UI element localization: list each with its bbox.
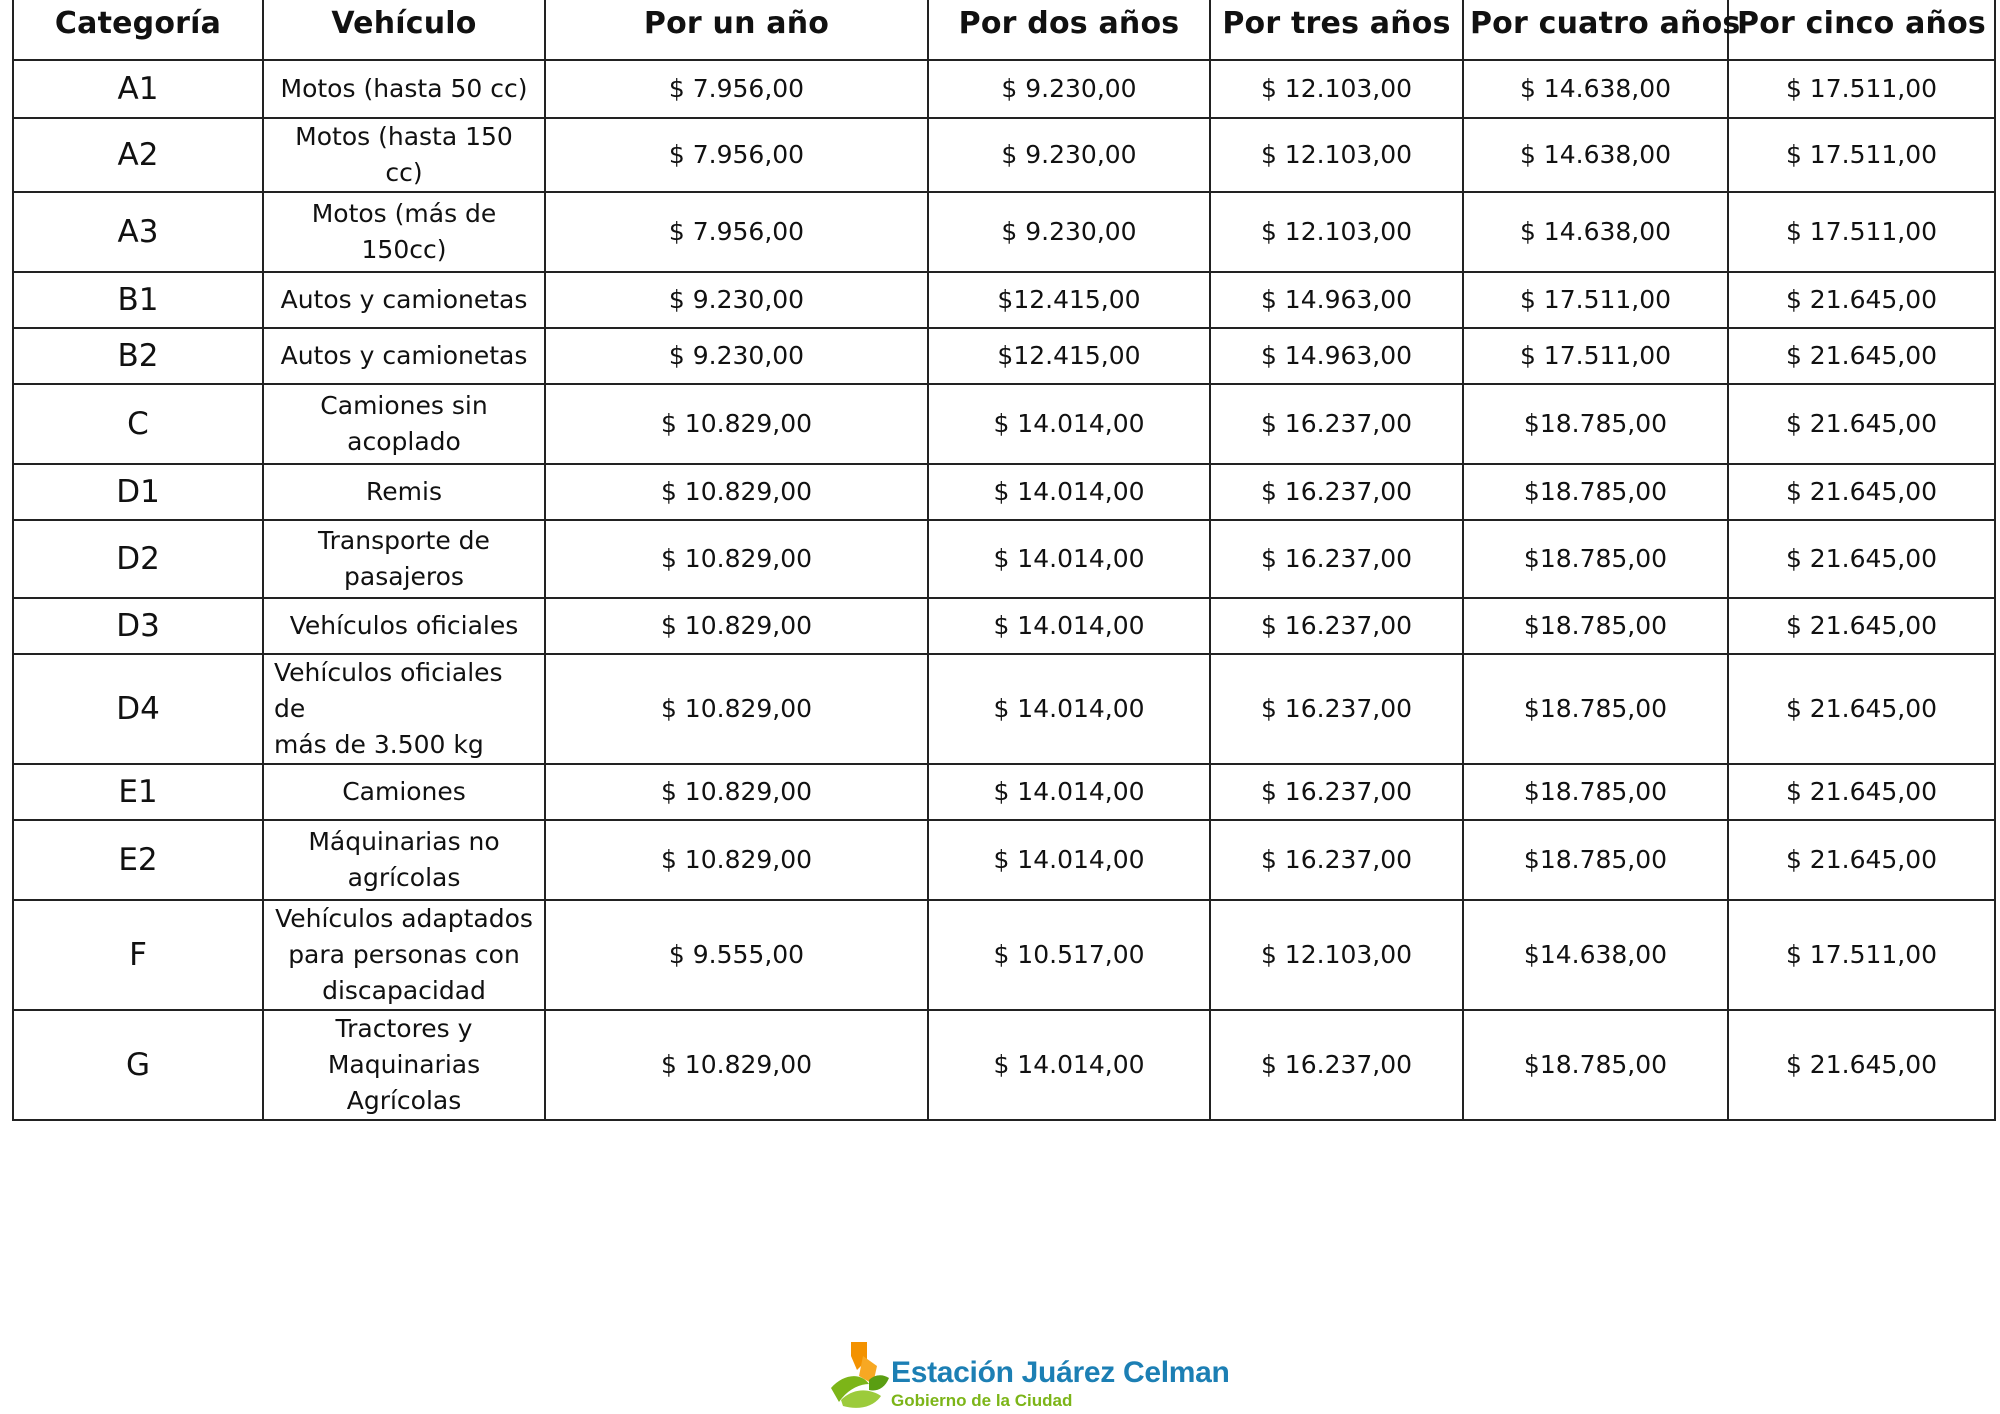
price-cell: $ 10.517,00 — [928, 900, 1210, 1010]
price-cell: $ 10.829,00 — [545, 764, 928, 820]
license-fee-table — [12, 0, 1996, 1121]
vehicle-line: Motos (hasta 150 cc) — [295, 122, 513, 187]
price-cell: $ 17.511,00 — [1728, 118, 1995, 192]
price-cell: $ 14.638,00 — [1463, 118, 1728, 192]
table-row — [13, 764, 1995, 820]
vehicle-line: Transporte de — [318, 526, 490, 555]
price-cell: $ 17.511,00 — [1728, 60, 1995, 118]
header-por-dos-anos: Por dos años — [928, 0, 1210, 60]
price-cell: $ 10.829,00 — [545, 464, 928, 520]
price-cell: $ 10.829,00 — [545, 384, 928, 464]
price-cell: $ 21.645,00 — [1728, 598, 1995, 654]
category-cell: A1 — [13, 60, 263, 118]
price-cell: $ 21.645,00 — [1728, 328, 1995, 384]
header-categoria: Categoría — [13, 0, 263, 60]
category-cell: D4 — [13, 654, 263, 764]
vehicle-cell — [263, 384, 545, 464]
table-row — [13, 1010, 1995, 1120]
header-por-cuatro-anos: Por cuatro años — [1463, 0, 1728, 60]
price-cell: $ 21.645,00 — [1728, 272, 1995, 328]
vehicle-line: Vehículos adaptados — [275, 904, 533, 933]
price-cell: $ 14.014,00 — [928, 820, 1210, 900]
price-cell: $ 21.645,00 — [1728, 654, 1995, 764]
price-cell: $14.638,00 — [1463, 900, 1728, 1010]
price-cell: $18.785,00 — [1463, 384, 1728, 464]
price-cell: $ 14.014,00 — [928, 1010, 1210, 1120]
price-cell: $ 16.237,00 — [1210, 820, 1463, 900]
price-cell: $ 17.511,00 — [1463, 328, 1728, 384]
price-cell: $ 10.829,00 — [545, 654, 928, 764]
price-cell: $ 10.829,00 — [545, 598, 928, 654]
table-row — [13, 60, 1995, 118]
price-cell: $ 9.230,00 — [545, 272, 928, 328]
price-cell: $ 14.638,00 — [1463, 192, 1728, 272]
vehicle-cell — [263, 60, 545, 118]
vehicle-cell — [263, 820, 545, 900]
price-cell: $ 14.014,00 — [928, 384, 1210, 464]
vehicle-line: Motos (hasta 50 cc) — [280, 74, 528, 103]
header-por-cinco-anos: Por cinco años — [1728, 0, 1995, 60]
vehicle-cell — [263, 654, 545, 764]
price-cell: $ 9.230,00 — [928, 118, 1210, 192]
vehicle-cell — [263, 900, 545, 1010]
table-row — [13, 900, 1995, 1010]
price-cell: $ 16.237,00 — [1210, 520, 1463, 598]
category-cell: D2 — [13, 520, 263, 598]
price-cell: $18.785,00 — [1463, 654, 1728, 764]
price-cell: $ 21.645,00 — [1728, 520, 1995, 598]
price-cell: $ 10.829,00 — [545, 1010, 928, 1120]
price-cell: $ 9.555,00 — [545, 900, 928, 1010]
vehicle-line: agrícolas — [347, 863, 461, 892]
price-cell: $ 21.645,00 — [1728, 820, 1995, 900]
table-row — [13, 192, 1995, 272]
price-cell: $ 14.014,00 — [928, 598, 1210, 654]
category-cell: E2 — [13, 820, 263, 900]
table-row — [13, 328, 1995, 384]
category-cell: D1 — [13, 464, 263, 520]
vehicle-line: 150cc) — [361, 235, 447, 264]
price-cell: $ 7.956,00 — [545, 192, 928, 272]
table-row — [13, 384, 1995, 464]
vehicle-line: Remis — [366, 477, 442, 506]
price-cell: $ 12.103,00 — [1210, 118, 1463, 192]
vehicle-line: Motos (más de — [311, 199, 497, 228]
category-cell: E1 — [13, 764, 263, 820]
price-cell: $ 21.645,00 — [1728, 764, 1995, 820]
price-cell: $ 7.956,00 — [545, 118, 928, 192]
table-row — [13, 520, 1995, 598]
vehicle-line: Vehículos oficiales — [289, 611, 519, 640]
price-cell: $ 14.014,00 — [928, 764, 1210, 820]
price-cell: $ 21.645,00 — [1728, 384, 1995, 464]
vehicle-line: discapacidad — [322, 976, 486, 1005]
price-cell: $ 10.829,00 — [545, 820, 928, 900]
vehicle-line: para personas con — [288, 940, 520, 969]
price-cell: $ 10.829,00 — [545, 520, 928, 598]
price-cell: $ 16.237,00 — [1210, 654, 1463, 764]
vehicle-cell — [263, 520, 545, 598]
vehicle-line: Vehículos oficiales de — [274, 658, 503, 723]
vehicle-cell — [263, 598, 545, 654]
price-cell: $ 16.237,00 — [1210, 598, 1463, 654]
price-cell: $ 9.230,00 — [928, 60, 1210, 118]
price-cell: $ 17.511,00 — [1463, 272, 1728, 328]
header-por-tres-anos: Por tres años — [1210, 0, 1463, 60]
price-cell: $ 12.103,00 — [1210, 60, 1463, 118]
table-row — [13, 118, 1995, 192]
vehicle-line: más de 3.500 kg — [274, 730, 484, 759]
price-cell: $ 9.230,00 — [545, 328, 928, 384]
price-cell: $ 14.963,00 — [1210, 328, 1463, 384]
vehicle-line: pasajeros — [344, 562, 464, 591]
price-cell: $ 16.237,00 — [1210, 464, 1463, 520]
vehicle-cell — [263, 328, 545, 384]
price-cell: $ 14.014,00 — [928, 464, 1210, 520]
category-cell: F — [13, 900, 263, 1010]
category-cell: C — [13, 384, 263, 464]
table-row — [13, 654, 1995, 764]
logo-title: Estación Juárez Celman — [891, 1356, 1230, 1389]
vehicle-line: Tractores y — [335, 1014, 473, 1043]
header-vehiculo: Vehículo — [263, 0, 545, 60]
vehicle-line: Maquinarias — [327, 1050, 481, 1079]
logo-subtitle: Gobierno de la Ciudad — [891, 1391, 1073, 1410]
table-header-row — [13, 0, 1995, 60]
price-cell: $ 14.963,00 — [1210, 272, 1463, 328]
price-cell: $ 16.237,00 — [1210, 764, 1463, 820]
price-cell: $18.785,00 — [1463, 598, 1728, 654]
vehicle-line: Máquinarias no — [308, 827, 500, 856]
price-cell: $ 14.014,00 — [928, 654, 1210, 764]
vehicle-cell — [263, 1010, 545, 1120]
table-body — [13, 60, 1995, 1120]
price-cell: $ 7.956,00 — [545, 60, 928, 118]
price-cell: $12.415,00 — [928, 272, 1210, 328]
vehicle-line: Agrícolas — [346, 1086, 462, 1115]
price-cell: $18.785,00 — [1463, 520, 1728, 598]
category-cell: G — [13, 1010, 263, 1120]
category-cell: A2 — [13, 118, 263, 192]
table-row — [13, 598, 1995, 654]
category-cell: A3 — [13, 192, 263, 272]
vehicle-cell — [263, 272, 545, 328]
category-cell: D3 — [13, 598, 263, 654]
leaf-logo-icon — [829, 1340, 891, 1412]
header-por-un-ano: Por un año — [545, 0, 928, 60]
category-cell: B2 — [13, 328, 263, 384]
vehicle-cell — [263, 764, 545, 820]
price-cell: $ 17.511,00 — [1728, 192, 1995, 272]
price-cell: $ 16.237,00 — [1210, 1010, 1463, 1120]
price-cell: $18.785,00 — [1463, 464, 1728, 520]
vehicle-cell — [263, 118, 545, 192]
price-cell: $ 16.237,00 — [1210, 384, 1463, 464]
price-cell: $18.785,00 — [1463, 820, 1728, 900]
vehicle-cell — [263, 464, 545, 520]
category-cell: B1 — [13, 272, 263, 328]
price-cell: $18.785,00 — [1463, 1010, 1728, 1120]
price-cell: $ 14.638,00 — [1463, 60, 1728, 118]
price-cell: $ 14.014,00 — [928, 520, 1210, 598]
municipality-logo — [829, 1340, 1230, 1412]
price-cell: $ 17.511,00 — [1728, 900, 1995, 1010]
price-cell: $ 12.103,00 — [1210, 192, 1463, 272]
price-cell: $18.785,00 — [1463, 764, 1728, 820]
vehicle-line: Autos y camionetas — [280, 285, 528, 314]
price-cell: $ 12.103,00 — [1210, 900, 1463, 1010]
vehicle-line: acoplado — [347, 427, 461, 456]
price-cell: $ 9.230,00 — [928, 192, 1210, 272]
table-row — [13, 464, 1995, 520]
table-row — [13, 820, 1995, 900]
vehicle-line: Autos y camionetas — [280, 341, 528, 370]
price-cell: $12.415,00 — [928, 328, 1210, 384]
vehicle-cell — [263, 192, 545, 272]
vehicle-line: Camiones sin — [320, 391, 488, 420]
table-row — [13, 272, 1995, 328]
price-cell: $ 21.645,00 — [1728, 464, 1995, 520]
price-cell: $ 21.645,00 — [1728, 1010, 1995, 1120]
vehicle-line: Camiones — [342, 777, 466, 806]
